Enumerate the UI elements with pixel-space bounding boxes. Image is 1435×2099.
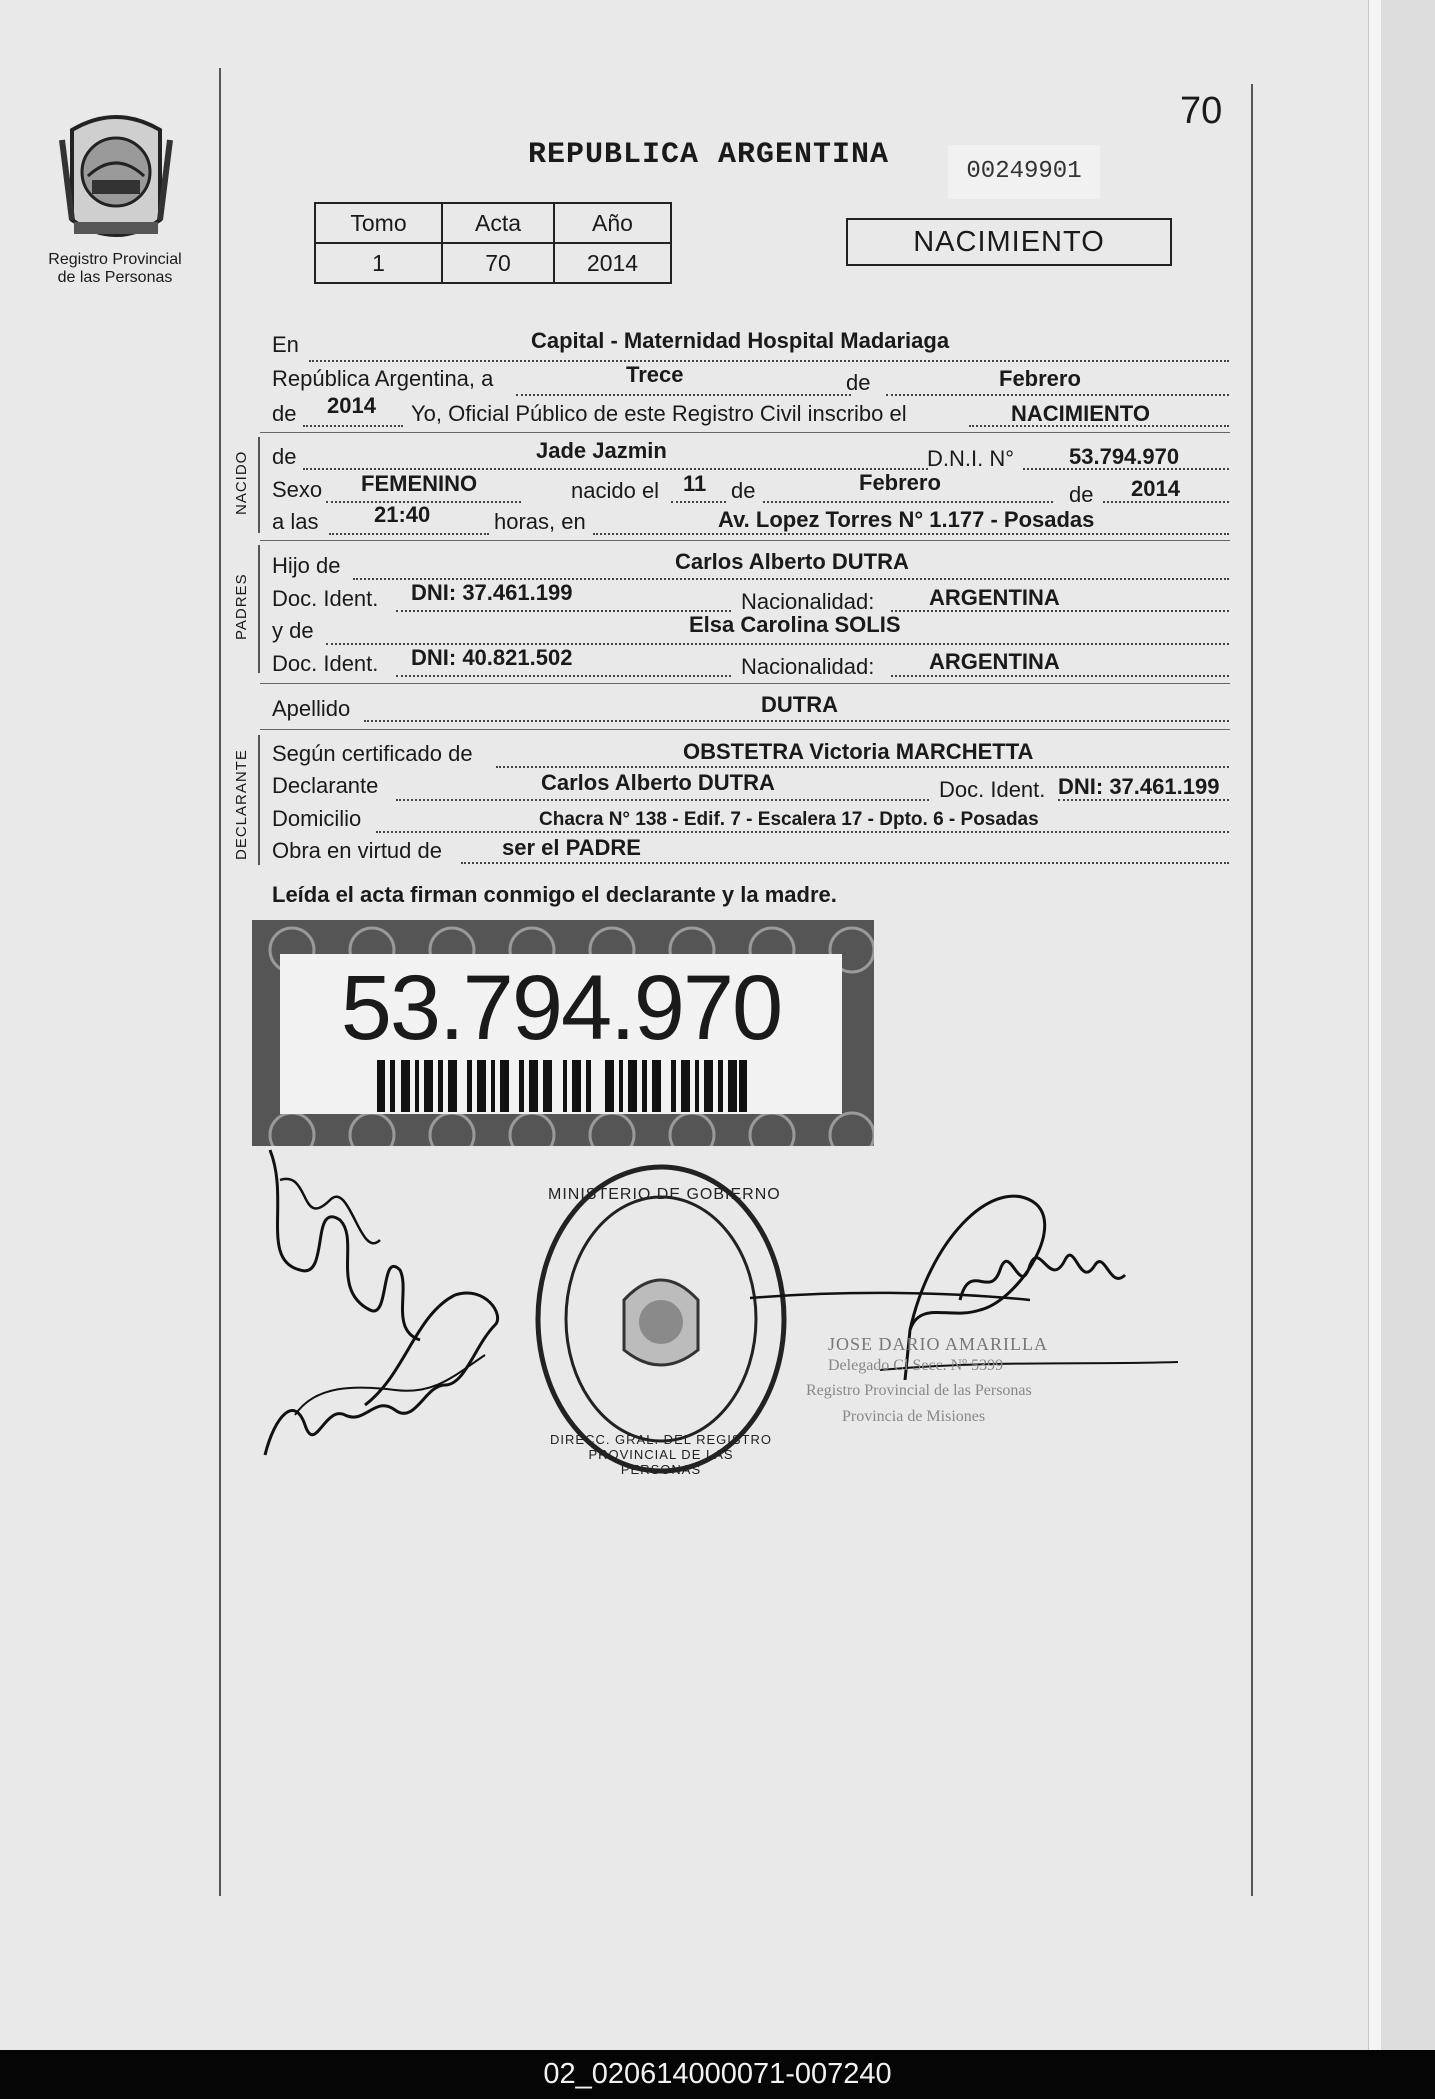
declarant-row — [271, 772, 1231, 806]
birth-section-bracket — [258, 437, 260, 533]
reason-row — [271, 837, 1231, 871]
left-margin-line — [219, 68, 221, 1896]
separator-1 — [260, 432, 1230, 433]
mother-name: Elsa Carolina SOLIS — [689, 612, 901, 637]
declarant-doc: DNI: 37.461.199 — [1058, 774, 1220, 799]
serial-number: 00249901 — [948, 145, 1100, 199]
day-words: Trece — [626, 362, 684, 387]
act-type-box: NACIMIENTO — [846, 218, 1172, 266]
registry-label-line2: de las Personas — [57, 269, 173, 286]
born-name-row — [271, 438, 1231, 475]
domicile-label: Domicilio — [272, 806, 362, 831]
father-nationality: ARGENTINA — [929, 585, 1060, 610]
surname-value: DUTRA — [761, 692, 838, 717]
statement-text: Yo, Oficial Público de este Registro Civil inscribo el — [411, 401, 907, 426]
certificate-value: OBSTETRA Victoria MARCHETTA — [683, 739, 1034, 764]
inscription-row — [271, 393, 1231, 431]
reason-label: Obra en virtud de — [272, 838, 442, 863]
page-edge — [1368, 0, 1381, 2050]
sex-label: Sexo — [272, 477, 323, 502]
born-year: 2014 — [1131, 476, 1180, 501]
born-de-label-2: de — [731, 478, 756, 503]
father-nationality-label: Nacionalidad: — [741, 589, 875, 614]
surname-label: Apellido — [272, 696, 351, 721]
place-label: En — [272, 332, 299, 357]
seal-inner-text: MINISTERIO DE GOBIERNO — [548, 1186, 781, 1203]
born-de-label: de — [272, 444, 297, 469]
value-acta: 70 — [442, 243, 554, 283]
right-margin-line — [1251, 84, 1253, 1896]
born-day: 11 — [683, 471, 707, 496]
father-doc-label: Doc. Ident. — [272, 586, 379, 611]
father-name: Carlos Alberto DUTRA — [675, 549, 909, 574]
barcode-sticker — [252, 920, 874, 1146]
domicile-row — [271, 804, 1231, 838]
seal-outer-text: DIRECC. GRAL. DEL REGISTRO PROVINCIAL DE LAS PERSONAS — [550, 1432, 772, 1477]
header-anio: Año — [554, 203, 671, 243]
time-label: a las — [272, 509, 319, 534]
registry-label-line1: Registro Provincial — [48, 251, 182, 268]
separator-4 — [260, 729, 1230, 730]
place-value: Capital - Maternidad Hospital Madariaga — [531, 328, 950, 353]
barcode-number: 53.794.970 — [340, 957, 782, 1059]
born-name: Jade Jazmin — [536, 438, 667, 463]
domicile-value: Chacra N° 138 - Edif. 7 - Escalera 17 - Dpto. 6 - Posadas — [539, 809, 1039, 830]
barcode-label — [280, 954, 842, 1114]
reason-value: ser el PADRE — [502, 835, 641, 860]
footer-document-id: 02_020614000071-007240 — [0, 2050, 1435, 2099]
header-acta: Acta — [442, 203, 554, 243]
and-of-label: y de — [272, 618, 314, 643]
birth-section-label: NACIDO — [233, 450, 250, 515]
born-month: Febrero — [859, 470, 941, 495]
born-dni: 53.794.970 — [1069, 444, 1180, 469]
mother-doc: DNI: 40.821.502 — [411, 645, 573, 670]
signature-left-bottom — [255, 1265, 515, 1475]
mother-doc-row — [271, 645, 1231, 682]
father-doc: DNI: 37.461.199 — [411, 580, 573, 605]
register-table — [314, 202, 672, 284]
declarant-section-bracket — [258, 735, 260, 865]
value-anio: 2014 — [554, 243, 671, 283]
closing-statement: Leída el acta firman conmigo el declarante y la madre. — [272, 882, 837, 907]
registry-label — [30, 251, 200, 287]
surname-row — [271, 693, 1231, 727]
certificate-label: Según certificado de — [272, 741, 473, 766]
separator-2 — [260, 540, 1230, 541]
born-date-label: nacido el — [571, 478, 660, 503]
year-value: 2014 — [327, 393, 376, 418]
declarant-section-label: DECLARANTE — [233, 749, 250, 860]
header-tomo: Tomo — [315, 203, 442, 243]
sex-value: FEMENINO — [361, 471, 478, 496]
declarant-name: Carlos Alberto DUTRA — [541, 770, 775, 795]
date-row — [271, 362, 1231, 400]
father-row — [271, 550, 1231, 584]
month-value: Febrero — [999, 366, 1081, 391]
separator-3 — [260, 683, 1230, 684]
declarant-doc-label: Doc. Ident. — [939, 777, 1046, 802]
officer-registry: Registro Provincial de las Personas — [806, 1382, 1032, 1399]
country-label: República Argentina, a — [272, 366, 494, 391]
declarant-label: Declarante — [272, 773, 379, 798]
mother-row — [271, 612, 1231, 649]
document-title: REPUBLICA ARGENTINA — [528, 138, 890, 172]
dni-label: D.N.I. N° — [927, 446, 1015, 471]
parents-section-label: PADRES — [233, 573, 250, 640]
inscribed-value: NACIMIENTO — [1011, 401, 1150, 426]
born-de-label-3: de — [1069, 482, 1094, 507]
mother-doc-label: Doc. Ident. — [272, 651, 379, 676]
mother-nationality-label: Nacionalidad: — [741, 654, 875, 679]
de-label-1: de — [846, 370, 871, 395]
hours-label: horas, en — [494, 509, 586, 534]
officer-name: JOSE DARIO AMARILLA — [828, 1334, 1049, 1354]
parents-section-bracket — [258, 545, 260, 673]
born-time: 21:40 — [374, 502, 431, 527]
officer-title: Delegado Cl Secc. Nº 5399 — [828, 1357, 1004, 1374]
mother-nationality: ARGENTINA — [929, 649, 1060, 674]
certificate-row — [271, 739, 1231, 773]
barcode-bars — [377, 1060, 747, 1112]
child-of-label: Hijo de — [272, 553, 341, 578]
page-number: 70 — [1180, 90, 1223, 132]
born-time-row — [271, 502, 1231, 539]
place-row — [271, 328, 1231, 366]
value-tomo: 1 — [315, 243, 442, 283]
officer-province: Provincia de Misiones — [842, 1408, 986, 1425]
born-address: Av. Lopez Torres N° 1.177 - Posadas — [718, 507, 1095, 532]
year-label: de — [272, 401, 297, 426]
